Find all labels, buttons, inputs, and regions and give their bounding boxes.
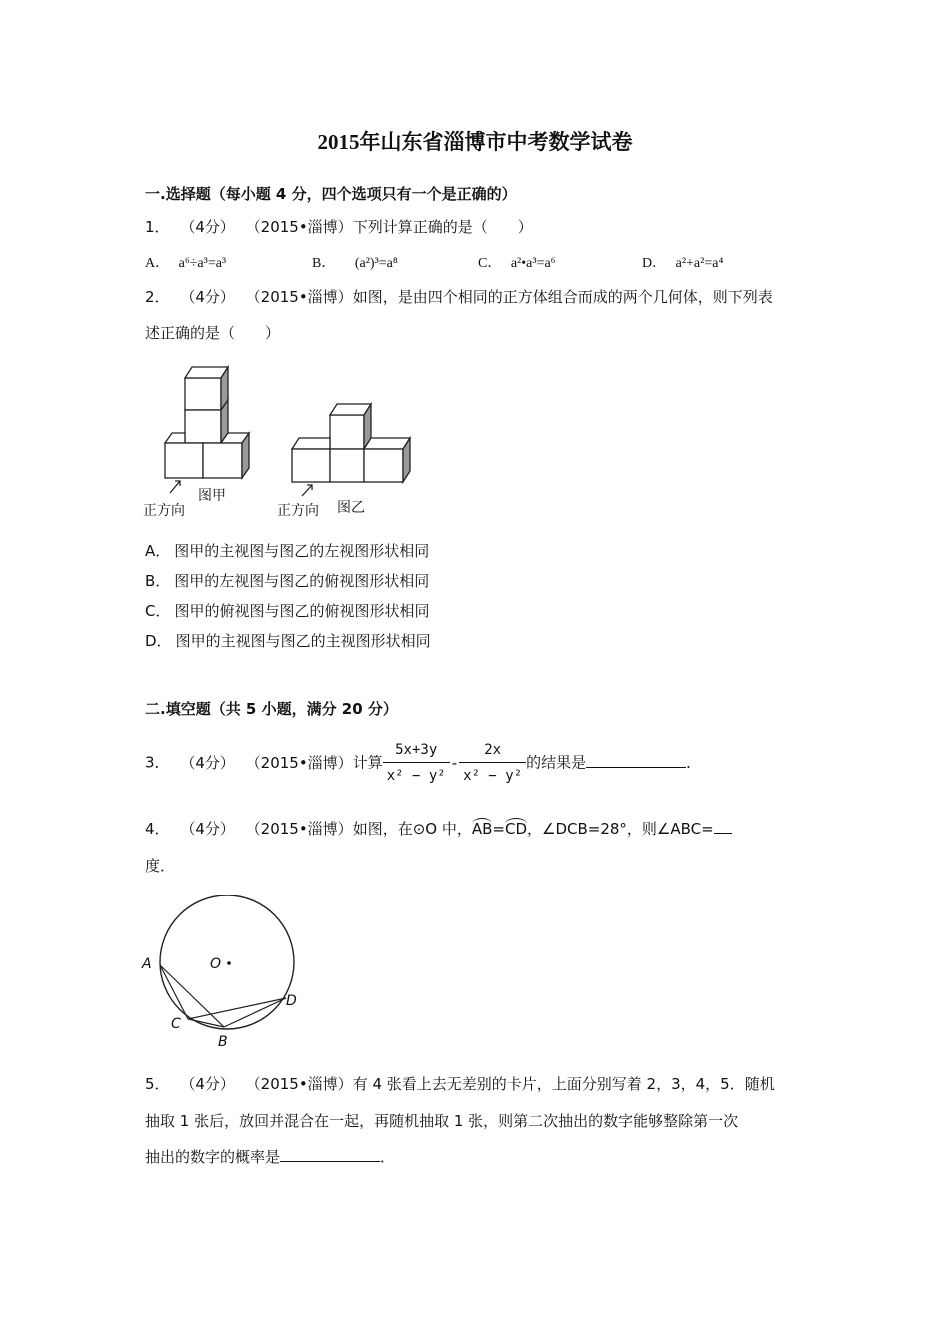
q1-score: （4分） bbox=[180, 218, 235, 236]
circle-o bbox=[160, 895, 294, 1029]
q3-answer-blank[interactable] bbox=[586, 767, 686, 768]
q2-figure-name-2: 图乙 bbox=[337, 500, 365, 516]
section-2-heading: 二.填空题（共 5 小题，满分 20 分） bbox=[145, 700, 398, 718]
q4-text-a: 如图，在⊙O 中， bbox=[352, 820, 472, 838]
question-2 bbox=[145, 286, 773, 307]
q1-option-a[interactable] bbox=[145, 252, 226, 272]
q5-source: （2015•淄博） bbox=[245, 1075, 353, 1093]
q2-option-b-text: 图甲的左视图与图乙的俯视图形状相同 bbox=[174, 572, 430, 590]
q2-option-a[interactable] bbox=[145, 540, 429, 561]
q4-line2: 度． bbox=[145, 857, 176, 875]
point-d-label: D bbox=[286, 993, 297, 1009]
q2-cubes-figure bbox=[140, 360, 430, 525]
q1-option-d[interactable] bbox=[642, 252, 723, 272]
point-b-label: B bbox=[218, 1034, 228, 1050]
q4-equals: = bbox=[492, 820, 505, 838]
q1-source: （2015•淄博） bbox=[245, 218, 353, 236]
point-a-label: A bbox=[142, 956, 152, 972]
q2-option-d[interactable] bbox=[145, 630, 431, 651]
q3-minus: - bbox=[451, 753, 458, 772]
q2-option-c-label: C． bbox=[145, 602, 171, 620]
q3-suffix: 的结果是 bbox=[526, 753, 587, 772]
q5-score: （4分） bbox=[180, 1075, 235, 1093]
center-point bbox=[227, 961, 231, 965]
q3-number: 3． bbox=[145, 753, 170, 772]
q2-option-b[interactable] bbox=[145, 570, 429, 591]
q1-number: 1． bbox=[145, 218, 170, 236]
q2-option-b-label: B． bbox=[145, 572, 171, 590]
q2-option-d-label: D． bbox=[145, 632, 172, 650]
q1-option-c-label: C． bbox=[478, 256, 502, 271]
section-1-heading: 一.选择题（每小题 4 分，四个选项只有一个是正确的） bbox=[145, 185, 517, 203]
front-arrow-1 bbox=[170, 481, 180, 493]
q1-option-c[interactable] bbox=[478, 252, 556, 272]
q5-end: ． bbox=[380, 1148, 396, 1166]
q3-score: （4分） bbox=[180, 753, 235, 772]
q2-stem-line2: 述正确的是（ ） bbox=[145, 324, 281, 342]
q5-line1: 有 4 张看上去无差别的卡片，上面分别写着 2，3，4，5．随机 bbox=[352, 1075, 775, 1093]
question-1 bbox=[145, 216, 533, 237]
q3-fraction-2 bbox=[459, 740, 526, 786]
q3-prefix: 计算 bbox=[352, 753, 383, 772]
q2-option-d-text: 图甲的主视图与图乙的主视图形状相同 bbox=[175, 632, 431, 650]
q2-option-c[interactable] bbox=[145, 600, 430, 621]
q5-answer-blank[interactable] bbox=[280, 1161, 380, 1162]
question-4 bbox=[145, 818, 732, 839]
q2-front-label-1: 正方向 bbox=[143, 503, 185, 519]
q5-line3-wrap bbox=[145, 1146, 395, 1167]
q2-number: 2． bbox=[145, 288, 170, 306]
q5-number: 5． bbox=[145, 1075, 170, 1093]
point-c-label: C bbox=[171, 1016, 181, 1032]
point-o-label: O bbox=[210, 956, 222, 972]
front-arrow-2 bbox=[302, 485, 312, 496]
q3-frac1-denominator: x² − y² bbox=[386, 768, 446, 784]
q2-option-a-text: 图甲的主视图与图乙的左视图形状相同 bbox=[174, 542, 430, 560]
figure-jia-cubes bbox=[165, 367, 249, 478]
q2-stem-line1: 如图，是由四个相同的正方体组合而成的两个几何体，则下列表 bbox=[352, 288, 773, 306]
q2-score: （4分） bbox=[180, 288, 235, 306]
q4-arc-ab: AB bbox=[471, 820, 493, 838]
q3-frac2-denominator: x² − y² bbox=[463, 768, 523, 784]
q2-option-c-text: 图甲的俯视图与图乙的俯视图形状相同 bbox=[174, 602, 430, 620]
q1-stem: 下列计算正确的是（ ） bbox=[352, 218, 533, 236]
q2-source: （2015•淄博） bbox=[245, 288, 353, 306]
q3-fraction-1 bbox=[383, 740, 450, 786]
q1-option-b-label: B． bbox=[312, 256, 336, 271]
q5-line3: 抽出的数字的概率是 bbox=[145, 1148, 281, 1166]
q4-text-b: ，∠DCB=28°，则∠ABC= bbox=[527, 820, 714, 838]
q3-end: ． bbox=[686, 753, 702, 772]
q1-option-a-text: a⁶÷a³=a³ bbox=[178, 256, 227, 271]
q1-option-a-label: A． bbox=[145, 256, 170, 271]
q1-option-b[interactable] bbox=[312, 252, 398, 272]
q3-frac1-numerator: 5x+3y bbox=[383, 740, 450, 763]
q3-frac2-numerator: 2x bbox=[459, 740, 526, 763]
question-5 bbox=[145, 1073, 775, 1094]
q4-source: （2015•淄博） bbox=[245, 820, 353, 838]
q2-option-a-label: A． bbox=[145, 542, 171, 560]
q1-option-d-label: D． bbox=[642, 256, 667, 271]
q2-front-label-2: 正方向 bbox=[277, 503, 319, 519]
q2-figure-name-1: 图甲 bbox=[198, 488, 226, 504]
q4-score: （4分） bbox=[180, 820, 235, 838]
question-3 bbox=[145, 740, 701, 786]
q4-circle-figure bbox=[140, 895, 330, 1055]
q3-source: （2015•淄博） bbox=[245, 753, 353, 772]
q4-answer-blank[interactable] bbox=[714, 833, 732, 834]
figure-yi-cubes bbox=[292, 404, 410, 482]
q1-option-d-text: a²+a²=a⁴ bbox=[675, 256, 724, 271]
page-title: 2015年山东省淄博市中考数学试卷 bbox=[317, 130, 633, 154]
q1-option-c-text: a²•a³=a⁶ bbox=[510, 256, 556, 271]
q1-option-b-text: (a²)³=a⁸ bbox=[354, 256, 398, 271]
q4-arc-cd: CD bbox=[504, 820, 528, 838]
q4-number: 4． bbox=[145, 820, 170, 838]
q5-line2: 抽取 1 张后，放回并混合在一起，再随机抽取 1 张，则第二次抽出的数字能够整除第一次 bbox=[145, 1112, 739, 1130]
